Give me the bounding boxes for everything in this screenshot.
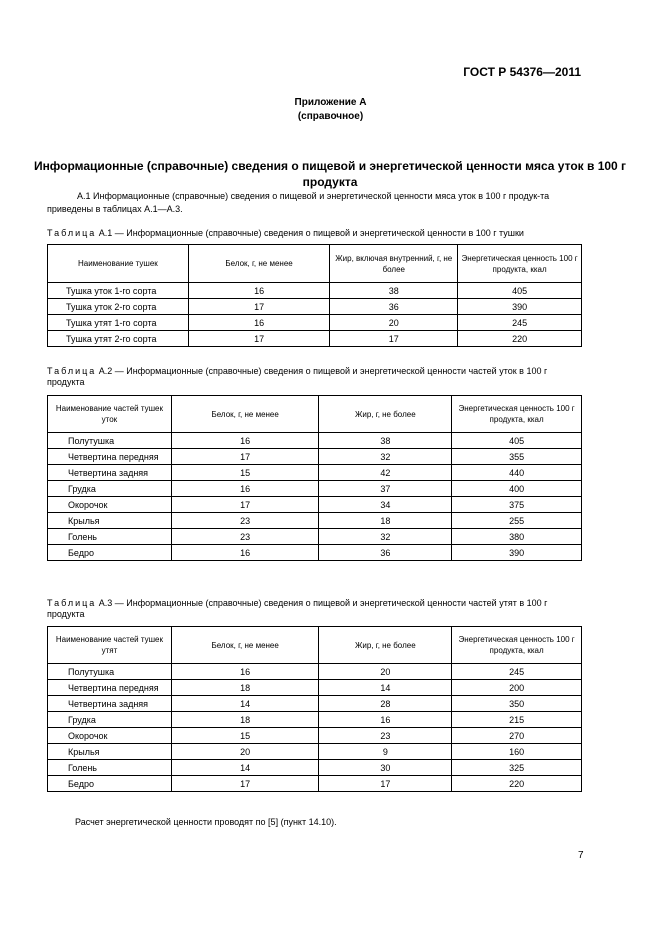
table-row: [48, 696, 582, 712]
table-row: [48, 712, 582, 728]
table-cell: 32: [319, 449, 452, 465]
table-cell: 36: [330, 299, 458, 315]
table-cell: Четвертина задняя: [48, 696, 172, 712]
table-cell: Крылья: [48, 744, 172, 760]
table-cell: Полутушка: [48, 433, 172, 449]
table-row: [48, 545, 582, 561]
table-row: [48, 728, 582, 744]
table-cell: Тушка уток 2-го сорта: [48, 299, 189, 315]
table-cell: Бедро: [48, 545, 172, 561]
table-row: [48, 760, 582, 776]
table-cell: 200: [452, 680, 582, 696]
table-cell: Тушка утят 1-го сорта: [48, 315, 189, 331]
table-cell: 37: [319, 481, 452, 497]
table-cell: 245: [452, 664, 582, 680]
table-cell: 215: [452, 712, 582, 728]
column-header: Жир, г, не более: [319, 627, 452, 664]
caption-word: Таблица: [47, 598, 97, 608]
table-cell: 28: [319, 696, 452, 712]
table-cell: Голень: [48, 760, 172, 776]
table-cell: 17: [171, 497, 319, 513]
table-a3: [47, 626, 582, 792]
table-row: [48, 433, 582, 449]
table-cell: 18: [171, 680, 319, 696]
column-header: Энергетическая ценность 100 г продукта, ккал: [458, 245, 582, 283]
table-cell: 17: [319, 776, 452, 792]
table-cell: 14: [319, 680, 452, 696]
caption-text: А.2 — Информационные (справочные) сведения о пищевой и энергетической ценности частей уток в 100 г продукта: [47, 366, 548, 387]
table-cell: 440: [452, 465, 582, 481]
table-cell: 23: [171, 529, 319, 545]
table-cell: 30: [319, 760, 452, 776]
table-row: [48, 331, 582, 347]
table-cell: 17: [188, 299, 330, 315]
table-cell: Полутушка: [48, 664, 172, 680]
caption-text: А.3 — Информационные (справочные) сведения о пищевой и энергетической ценности частей утят в 100 г продукта: [47, 598, 548, 619]
column-header: Белок, г, не менее: [171, 396, 319, 433]
table-cell: 34: [319, 497, 452, 513]
table-row: [48, 513, 582, 529]
table-header-row: [48, 245, 582, 283]
table-cell: 14: [171, 696, 319, 712]
table-cell: 390: [458, 299, 582, 315]
table-cell: 20: [171, 744, 319, 760]
table-cell: 32: [319, 529, 452, 545]
table-row: [48, 449, 582, 465]
table-cell: Голень: [48, 529, 172, 545]
document-code: ГОСТ Р 54376—2011: [463, 65, 581, 79]
table-a3-caption: [47, 598, 582, 620]
table-a1: [47, 244, 582, 347]
table-cell: 245: [458, 315, 582, 331]
table-cell: 16: [171, 545, 319, 561]
table-row: [48, 664, 582, 680]
footnote: Расчет энергетической ценности проводят по [5] (пункт 14.10).: [75, 817, 337, 827]
appendix-note: (справочное): [297, 111, 364, 122]
table-cell: Четвертина задняя: [48, 465, 172, 481]
table-cell: 15: [171, 465, 319, 481]
caption-text: А.1 — Информационные (справочные) сведения о пищевой и энергетической ценности в 100 г тушки: [96, 228, 524, 238]
table-cell: Бедро: [48, 776, 172, 792]
table-cell: 325: [452, 760, 582, 776]
table-cell: 18: [319, 513, 452, 529]
table-cell: Тушка утят 2-го сорта: [48, 331, 189, 347]
column-header: Белок, г, не менее: [171, 627, 319, 664]
table-cell: 390: [452, 545, 582, 561]
table-cell: 16: [171, 433, 319, 449]
table-cell: 17: [188, 331, 330, 347]
table-cell: 17: [171, 776, 319, 792]
column-header: Энергетическая ценность 100 г продукта, ккал: [452, 396, 582, 433]
table-cell: 16: [188, 283, 330, 299]
table-cell: 380: [452, 529, 582, 545]
table-row: [48, 481, 582, 497]
table-cell: 18: [171, 712, 319, 728]
table-cell: 42: [319, 465, 452, 481]
table-cell: Тушка уток 1-го сорта: [48, 283, 189, 299]
table-cell: Четвертина передняя: [48, 449, 172, 465]
table-a1-caption: [47, 228, 582, 239]
table-cell: 16: [188, 315, 330, 331]
table-cell: 16: [171, 664, 319, 680]
table-cell: 17: [330, 331, 458, 347]
table-row: [48, 529, 582, 545]
table-row: [48, 299, 582, 315]
table-cell: 23: [319, 728, 452, 744]
table-cell: 16: [171, 481, 319, 497]
table-header-row: [48, 396, 582, 433]
table-row: [48, 680, 582, 696]
column-header: Жир, г, не более: [319, 396, 452, 433]
table-a2: [47, 395, 582, 561]
caption-word: Таблица: [47, 366, 97, 376]
table-cell: 17: [171, 449, 319, 465]
table-cell: 15: [171, 728, 319, 744]
column-header: Жир, включая внутренний, г, не более: [330, 245, 458, 283]
table-row: [48, 776, 582, 792]
table-cell: 355: [452, 449, 582, 465]
table-cell: 400: [452, 481, 582, 497]
table-cell: 14: [171, 760, 319, 776]
table-row: [48, 283, 582, 299]
table-row: [48, 744, 582, 760]
appendix-title: Приложение А: [294, 97, 367, 108]
table-cell: 20: [330, 315, 458, 331]
table-cell: 23: [171, 513, 319, 529]
table-header-row: [48, 627, 582, 664]
table-cell: 220: [458, 331, 582, 347]
page-number: 7: [578, 850, 584, 861]
table-cell: Четвертина передняя: [48, 680, 172, 696]
table-cell: 36: [319, 545, 452, 561]
table-cell: Окорочок: [48, 497, 172, 513]
table-cell: 20: [319, 664, 452, 680]
column-header: Наименование частей тушек уток: [48, 396, 172, 433]
table-cell: Грудка: [48, 712, 172, 728]
table-cell: 38: [330, 283, 458, 299]
table-cell: 270: [452, 728, 582, 744]
table-row: [48, 465, 582, 481]
column-header: Белок, г, не менее: [188, 245, 330, 283]
table-a2-caption: [47, 366, 582, 388]
table-cell: 255: [452, 513, 582, 529]
main-heading: Информационные (справочные) сведения о пищевой и энергетической ценности мяса уток в 100 г продукта: [33, 159, 627, 189]
table-cell: 375: [452, 497, 582, 513]
table-cell: Крылья: [48, 513, 172, 529]
table-cell: 160: [452, 744, 582, 760]
table-cell: 220: [452, 776, 582, 792]
table-cell: 405: [452, 433, 582, 449]
table-row: [48, 315, 582, 331]
column-header: Наименование тушек: [48, 245, 189, 283]
intro-paragraph: А.1 Информационные (справочные) сведения о пищевой и энергетической ценности мяса уток в 100 г продук-та приведены в таблицах А.1—А.3.: [47, 191, 550, 214]
table-row: [48, 497, 582, 513]
table-cell: 16: [319, 712, 452, 728]
table-cell: Грудка: [48, 481, 172, 497]
table-cell: 350: [452, 696, 582, 712]
column-header: Энергетическая ценность 100 г продукта, ккал: [452, 627, 582, 664]
table-cell: 38: [319, 433, 452, 449]
table-cell: 405: [458, 283, 582, 299]
table-cell: Окорочок: [48, 728, 172, 744]
caption-word: Таблица: [47, 228, 97, 238]
column-header: Наименование частей тушек утят: [48, 627, 172, 664]
table-cell: 9: [319, 744, 452, 760]
